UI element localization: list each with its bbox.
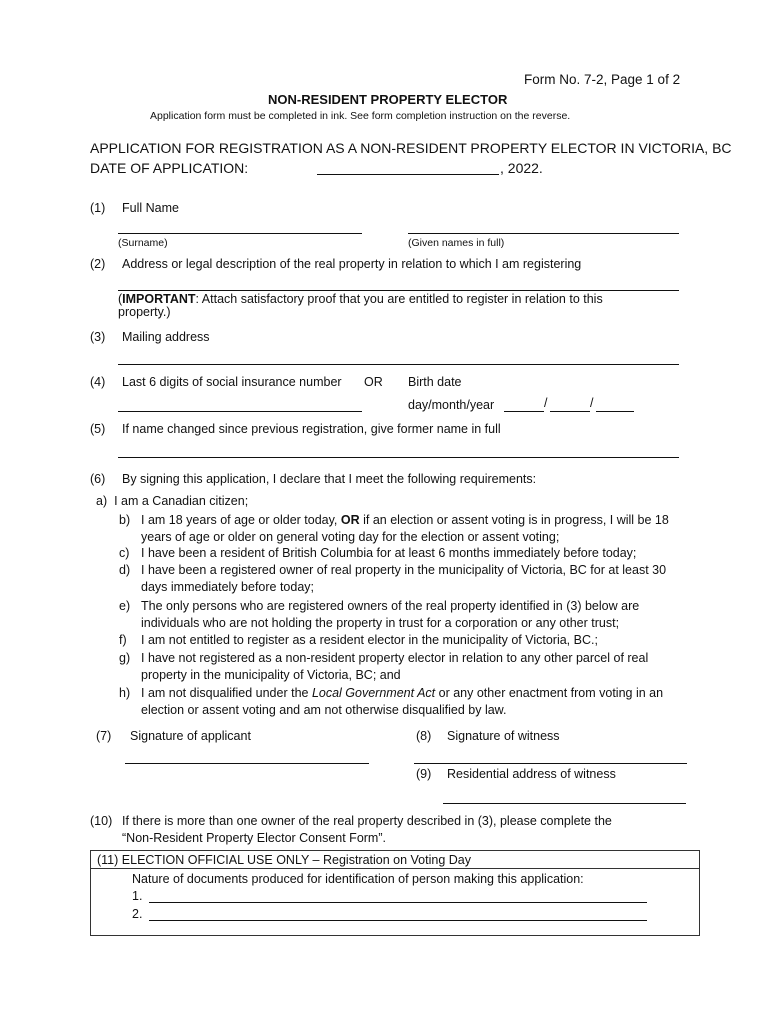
section-9-number: (9) xyxy=(416,767,432,781)
important-label: IMPORTANT xyxy=(122,292,196,306)
requirement-h-text-pre: I am not disqualified under the xyxy=(141,686,312,700)
declaration-label: By signing this application, I declare that I meet the following requirements: xyxy=(122,472,537,486)
official-use-header: (11) ELECTION OFFICIAL USE ONLY – Registration on Voting Day xyxy=(97,853,471,867)
date-separator: / xyxy=(590,396,594,410)
witness-signature-field[interactable] xyxy=(414,763,687,764)
section-4-number: (4) xyxy=(90,375,106,389)
requirement-a-text: I am a Canadian citizen; xyxy=(114,494,249,508)
requirement-g xyxy=(119,650,686,683)
section-8-number: (8) xyxy=(416,729,432,743)
property-address-field[interactable] xyxy=(118,290,679,291)
date-label: DATE OF APPLICATION: xyxy=(90,160,249,176)
document-2-field[interactable] xyxy=(149,920,647,921)
form-number: Form No. 7-2, Page 1 of 2 xyxy=(524,72,681,87)
requirement-a xyxy=(96,494,248,508)
requirement-g-label: g) xyxy=(119,651,131,665)
requirement-h-act: Local Government Act xyxy=(311,686,436,700)
requirement-h-label: h) xyxy=(119,686,131,700)
requirement-c-text: I have been a resident of British Columbia for at least 6 months immediately before today; xyxy=(141,546,637,560)
applicant-signature-field[interactable] xyxy=(125,763,369,764)
application-heading: APPLICATION FOR REGISTRATION AS A NON-RESIDENT PROPERTY ELECTOR IN VICTORIA, BC xyxy=(90,140,732,156)
requirement-b xyxy=(119,512,686,545)
witness-address-label: Residential address of witness xyxy=(447,767,616,781)
requirement-a-label: a) xyxy=(96,494,108,508)
important-note: (IMPORTANT: Attach satisfactory proof that you are entitled to register in relation to this property.) xyxy=(118,292,603,319)
requirement-d-label: d) xyxy=(119,563,131,577)
given-names-field[interactable] xyxy=(408,233,679,234)
requirement-c-label: c) xyxy=(119,546,130,560)
requirement-e-label: e) xyxy=(119,599,131,613)
requirement-f xyxy=(119,632,686,649)
date-field[interactable] xyxy=(317,174,499,175)
full-name-label: Full Name xyxy=(122,201,179,215)
birth-date-label: Birth date xyxy=(408,375,462,389)
sin-label: Last 6 digits of social insurance number xyxy=(122,375,342,389)
former-name-field[interactable] xyxy=(118,457,679,458)
mailing-address-label: Mailing address xyxy=(122,330,210,344)
consent-note xyxy=(90,813,642,846)
requirement-d-text: I have been a registered owner of real property in the municipality of Victoria, BC for at least 30 days immediately before today; xyxy=(141,563,667,594)
date-separator: / xyxy=(544,396,548,410)
former-name-label: If name changed since previous registration, give former name in full xyxy=(122,422,501,436)
given-names-caption: (Given names in full) xyxy=(408,237,505,249)
requirement-e-text: The only persons who are registered owners of the real property identified in (3) below are individuals who are not holding the property in trust for a corporation or any other trust; xyxy=(141,599,640,630)
document-1-field[interactable] xyxy=(149,902,647,903)
year-suffix: , 2022. xyxy=(500,160,543,176)
section-5-number: (5) xyxy=(90,422,106,436)
surname-field[interactable] xyxy=(118,233,362,234)
requirement-f-label: f) xyxy=(119,633,127,647)
form-title: NON-RESIDENT PROPERTY ELECTOR xyxy=(268,92,508,107)
requirement-b-text-pre: I am 18 years of age or older today, xyxy=(141,513,341,527)
birth-month-field[interactable] xyxy=(550,411,590,412)
document-2-number: 2. xyxy=(132,907,143,921)
section-6-number: (6) xyxy=(90,472,106,486)
section-1-number: (1) xyxy=(90,201,106,215)
official-use-divider xyxy=(91,868,699,869)
mailing-address-field[interactable] xyxy=(118,364,679,365)
witness-signature-label: Signature of witness xyxy=(447,729,560,743)
requirement-b-label: b) xyxy=(119,513,131,527)
sin-field[interactable] xyxy=(118,411,362,412)
property-address-label: Address or legal description of the real property in relation to which I am registering xyxy=(122,257,582,271)
requirement-h-text-post: or any other enactment from voting in an election or assent voting and am not otherwise disqualified by law. xyxy=(141,686,664,717)
dmy-label: day/month/year xyxy=(408,398,495,412)
section-7-number: (7) xyxy=(96,729,112,743)
consent-note-text: If there is more than one owner of the real property described in (3), please complete the “Non-Resident Property Elector Consent Form”. xyxy=(122,814,612,845)
section-2-number: (2) xyxy=(90,257,106,271)
official-use-box xyxy=(90,850,700,936)
requirement-c xyxy=(119,545,686,562)
witness-address-field[interactable] xyxy=(443,803,686,804)
form-instruction: Application form must be completed in ink. See form completion instruction on the reverse. xyxy=(150,110,571,122)
section-10-number: (10) xyxy=(90,814,113,828)
id-documents-label: Nature of documents produced for identification of person making this application: xyxy=(132,872,584,886)
requirement-b-text-post: if an election or assent voting is in progress, I will be 18 years of age or older on general voting day for the election or assent voting; xyxy=(141,513,669,544)
birth-year-field[interactable] xyxy=(596,411,634,412)
requirement-e xyxy=(119,598,686,631)
document-1-number: 1. xyxy=(132,889,143,903)
applicant-signature-label: Signature of applicant xyxy=(130,729,251,743)
or-label: OR xyxy=(364,375,383,389)
surname-caption: (Surname) xyxy=(118,237,168,249)
section-3-number: (3) xyxy=(90,330,106,344)
requirement-g-text: I have not registered as a non-resident property elector in relation to any other parcel of real property in the municipality of Victoria, BC; and xyxy=(141,651,649,682)
birth-day-field[interactable] xyxy=(504,411,544,412)
requirement-f-text: I am not entitled to register as a resident elector in the municipality of Victoria, BC.; xyxy=(141,633,598,647)
important-text: : Attach satisfactory proof that you are entitled to register in relation to this property.) xyxy=(118,292,603,319)
requirement-b-or: OR xyxy=(340,513,360,527)
requirement-h xyxy=(119,685,686,718)
requirement-d xyxy=(119,562,686,595)
